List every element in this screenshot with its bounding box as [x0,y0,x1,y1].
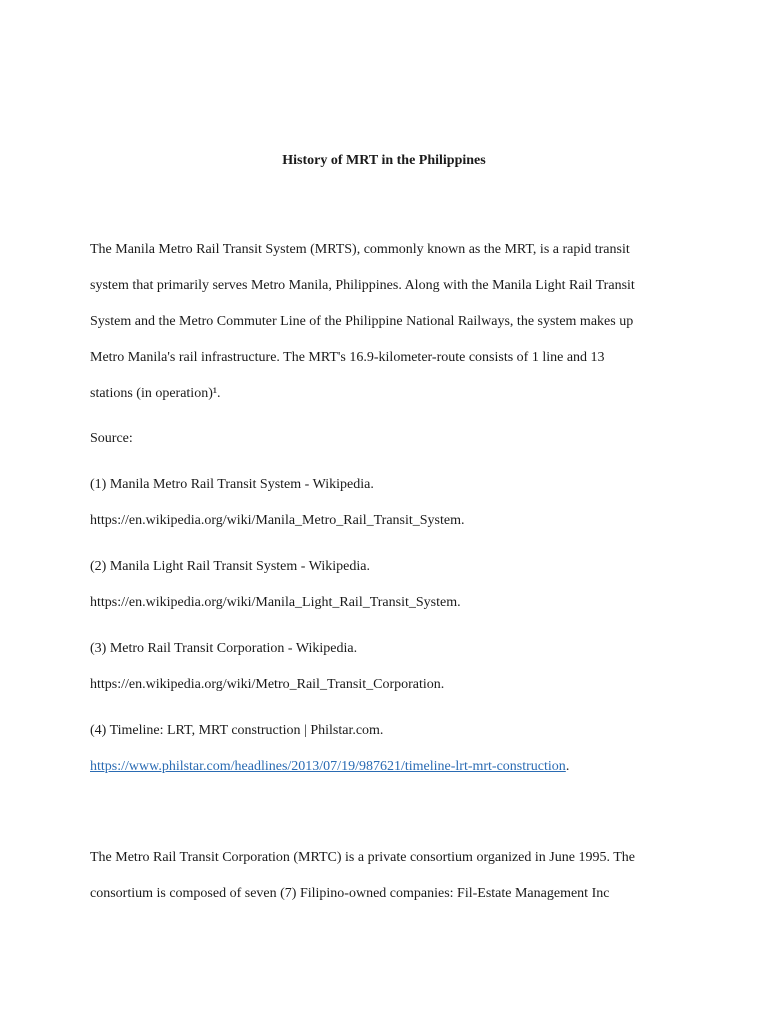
source-4-link[interactable]: https://www.philstar.com/headlines/2013/07/19/987621/timeline-lrt-mrt-construction [90,759,566,774]
source-label: Source: [90,431,133,446]
paragraph1-line-3: System and the Metro Commuter Line of the Philippine National Railways, the system makes up [90,314,634,329]
paragraph1-line-5: stations (in operation)¹. [90,386,221,401]
source-2-url: https://en.wikipedia.org/wiki/Manila_Light_Rail_Transit_System. [90,595,461,610]
source-1-title: (1) Manila Metro Rail Transit System - Wikipedia. [90,477,374,492]
paragraph1-line-4: Metro Manila's rail infrastructure. The MRT's 16.9-kilometer-route consists of 1 line and 13 [90,350,605,365]
document-title: History of MRT in the Philippines [282,153,486,168]
source-2-title: (2) Manila Light Rail Transit System - Wikipedia. [90,559,370,574]
source-3-url: https://en.wikipedia.org/wiki/Metro_Rail_Transit_Corporation. [90,677,445,692]
paragraph2-line-2: consortium is composed of seven (7) Filipino-owned companies: Fil-Estate Management Inc [90,886,610,901]
paragraph1-line-2: system that primarily serves Metro Manila, Philippines. Along with the Manila Light Rail Transit [90,278,635,293]
paragraph2-line-1: The Metro Rail Transit Corporation (MRTC) is a private consortium organized in June 1995. The [90,850,635,865]
source-4-title: (4) Timeline: LRT, MRT construction | Philstar.com. [90,723,384,738]
source-4-url-line [90,757,690,777]
paragraph1-line-1: The Manila Metro Rail Transit System (MRTS), commonly known as the MRT, is a rapid transit [90,242,630,257]
source-1-url: https://en.wikipedia.org/wiki/Manila_Metro_Rail_Transit_System. [90,513,465,528]
source-4-url-suffix: . [565,759,570,774]
source-3-title: (3) Metro Rail Transit Corporation - Wikipedia. [90,641,358,656]
